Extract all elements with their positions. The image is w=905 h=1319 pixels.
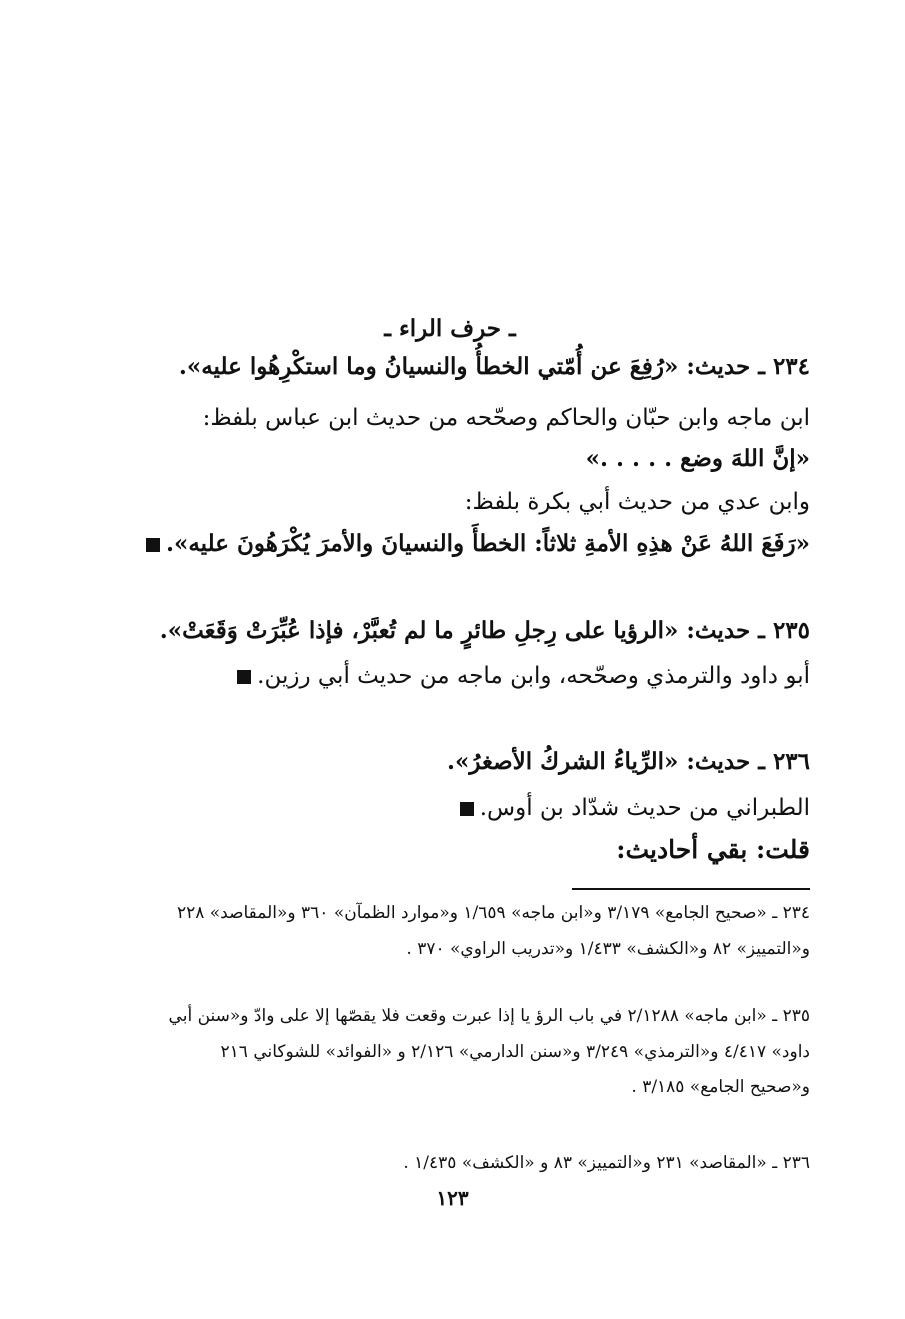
end-square-icon bbox=[460, 802, 474, 816]
footnote-235-line-2: داود» ٤/٤١٧ و«الترمذي» ٣/٢٤٩ و«سنن الدارمي» ٢/١٢٦ و «الفوائد» للشوكاني ٢١٦ bbox=[220, 1042, 810, 1062]
hadith-234-quote-2-text: «رَفَعَ اللهُ عَنْ هذِهِ الأمةِ ثلاثاً: الخطأَ والنسيانَ والأمرَ يُكْرَهُونَ عليه». bbox=[165, 530, 810, 557]
end-square-icon bbox=[146, 538, 160, 552]
end-square-icon bbox=[237, 670, 251, 684]
hadith-234-heading: ٢٣٤ ـ حديث: «رُفِعَ عن أُمّتي الخطأُ والنسيانُ وما استكْرِهُوا عليه». bbox=[178, 353, 810, 380]
footnote-235-line-1: ٢٣٥ ـ «ابن ماجه» ٢/١٢٨٨ في باب الرؤ يا إذا عبرت وقعت فلا يقصّها إلا على وادّ و«سنن أبي bbox=[168, 1006, 810, 1026]
hadith-234-quote: «إنَّ اللهَ وضع . . . . .» bbox=[585, 445, 810, 472]
footnote-divider bbox=[572, 888, 810, 890]
footnote-236-line-1: ٢٣٦ ـ «المقاصد» ٢٣١ و«التمييز» ٨٣ و «الكشف» ١/٤٣٥ . bbox=[403, 1153, 810, 1173]
section-title: ـ حرف الراء ـ bbox=[384, 315, 516, 342]
hadith-234-source-2: وابن عدي من حديث أبي بكرة بلفظ: bbox=[464, 489, 810, 515]
hadith-235-heading: ٢٣٥ ـ حديث: «الرؤيا على رِجلِ طائرٍ ما لم تُعبَّرْ، فإذا عُبِّرَتْ وَقَعَتْ». bbox=[159, 617, 810, 644]
footnote-235-line-3: و«صحيح الجامع» ٣/١٨٥ . bbox=[631, 1077, 810, 1097]
hadith-236-source-text: الطبراني من حديث شدّاد بن أوس. bbox=[479, 795, 810, 821]
hadith-236-heading: ٢٣٦ ـ حديث: «الرِّياءُ الشركُ الأصغرُ». bbox=[446, 748, 810, 775]
hadith-234-source: ابن ماجه وابن حبّان والحاكم وصحّحه من حديث ابن عباس بلفظ: bbox=[202, 405, 810, 431]
hadith-235-source bbox=[90, 659, 810, 693]
footnote-234-line-2: و«التمييز» ٨٢ و«الكشف» ١/٤٣٣ و«تدريب الراوي» ٣٧٠ . bbox=[406, 939, 810, 959]
page-number: ١٢٣ bbox=[436, 1186, 469, 1210]
hadith-235-source-text: أبو داود والترمذي وصحّحه، وابن ماجه من حديث أبي رزين. bbox=[257, 663, 810, 689]
hadith-234-quote-2 bbox=[90, 527, 810, 561]
footnote-234-line-1: ٢٣٤ ـ «صحيح الجامع» ٣/١٧٩ و«ابن ماجه» ١/٦٥٩ و«موارد الظمآن» ٣٦٠ و«المقاصد» ٢٢٨ bbox=[176, 903, 810, 923]
closing-statement: قلت: بقي أحاديث: bbox=[616, 835, 810, 864]
hadith-236-source bbox=[90, 791, 810, 825]
